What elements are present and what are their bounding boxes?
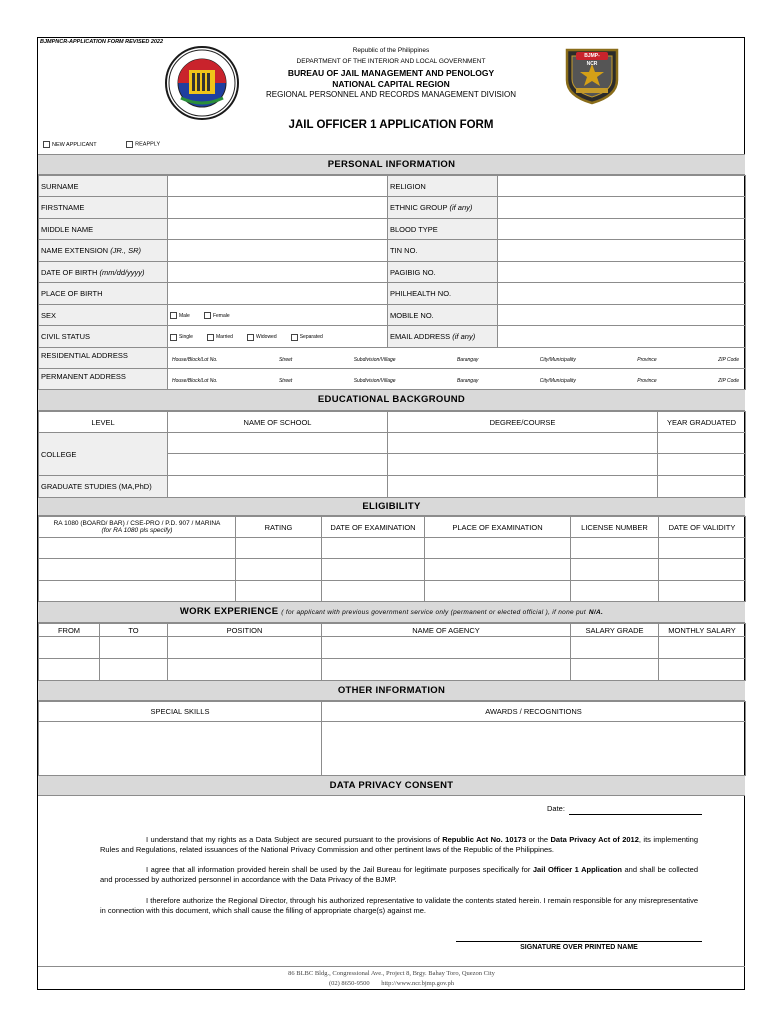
college-label: COLLEGE	[39, 433, 168, 476]
header-department: DEPARTMENT OF THE INTERIOR AND LOCAL GOVERNMENT	[296, 58, 486, 65]
work-header-from: FROM	[39, 624, 100, 637]
reapply-checkbox[interactable]	[126, 141, 133, 148]
separated-label: Separated	[299, 334, 323, 341]
work-header-salary-grade: SALARY GRADE	[571, 624, 659, 637]
header-republic: Republic of the Philippines	[352, 47, 430, 54]
right-logo-text: BJMP-NCR	[584, 53, 600, 67]
section-personal-information: PERSONAL INFORMATION	[38, 154, 745, 175]
consent-p1-b: Republic Act No. 10173	[442, 835, 527, 844]
footer-address: 86 BLBC Bldg., Congressional Ave., Project 8, Brgy. Bahay Toro, Quezon City	[288, 970, 495, 977]
residential-address-parts	[170, 357, 743, 363]
tin-label: TIN NO.	[388, 240, 498, 262]
consent-p1-e: , its implementing Rules and Regulations, related issuances of the National Privacy Commission and other pertinent laws of the Republic of the Philippines.	[100, 835, 699, 855]
middle-name-label: MIDDLE NAME	[39, 219, 168, 240]
work-header-position: POSITION	[168, 624, 322, 637]
education-header-year: YEAR GRADUATED	[658, 412, 746, 433]
eligibility-header-type	[39, 517, 236, 538]
eligibility-cell[interactable]	[425, 559, 571, 581]
consent-p1-c: or the	[526, 835, 551, 844]
address-part: City/Municipality	[539, 378, 576, 384]
date-field[interactable]	[569, 804, 702, 815]
date-label: Date:	[547, 804, 565, 813]
section-eligibility: ELIGIBILITY	[38, 497, 745, 516]
surname-label: SURNAME	[39, 176, 168, 197]
header-bureau: BUREAU OF JAIL MANAGEMENT AND PENOLOGY	[287, 68, 495, 78]
graduate-degree-field[interactable]	[388, 476, 658, 498]
eligibility-cell[interactable]	[571, 581, 659, 602]
address-part: Province	[637, 378, 657, 384]
date-of-birth-text: DATE OF BIRTH	[41, 267, 98, 277]
philhealth-field[interactable]	[498, 283, 746, 305]
application-form	[37, 37, 745, 990]
email-field[interactable]	[498, 326, 746, 348]
education-header-school: NAME OF SCHOOL	[168, 412, 388, 433]
work-cell[interactable]	[39, 659, 100, 681]
work-cell[interactable]	[322, 659, 571, 681]
section-other-information: OTHER INFORMATION	[38, 680, 745, 701]
blood-type-label: BLOOD TYPE	[388, 219, 498, 240]
eligibility-cell[interactable]	[39, 538, 236, 559]
ethnic-group-text: ETHNIC GROUP	[390, 203, 448, 212]
footer-divider	[38, 966, 745, 967]
date-of-birth-label	[39, 262, 168, 283]
eligibility-cell[interactable]	[236, 581, 322, 602]
mobile-field[interactable]	[498, 305, 746, 326]
male-label: Male	[179, 312, 190, 319]
other-information-table	[38, 701, 746, 776]
work-cell[interactable]	[659, 659, 746, 681]
eligibility-cell[interactable]	[425, 538, 571, 559]
header-region: NATIONAL CAPITAL REGION	[332, 79, 450, 89]
eligibility-cell[interactable]	[659, 559, 746, 581]
work-cell[interactable]	[39, 637, 100, 659]
address-part: Barangay	[456, 357, 479, 363]
eligibility-cell[interactable]	[236, 559, 322, 581]
name-extension-label	[39, 240, 168, 262]
sex-options	[168, 305, 388, 326]
address-part: Street	[278, 378, 293, 384]
work-cell[interactable]	[168, 659, 322, 681]
name-extension-field[interactable]	[168, 240, 388, 262]
address-part: Province	[637, 357, 657, 363]
college-degree-field[interactable]	[388, 433, 658, 454]
work-cell[interactable]	[322, 637, 571, 659]
religion-field[interactable]	[498, 176, 746, 197]
privacy-consent-text	[100, 835, 698, 916]
section-educational-background: EDUCATIONAL BACKGROUND	[38, 389, 745, 411]
work-cell[interactable]	[571, 637, 659, 659]
eligibility-cell[interactable]	[659, 581, 746, 602]
work-cell[interactable]	[100, 637, 168, 659]
consent-paragraph-3: I therefore authorize the Regional Director, through his authorized representative to validate the contents stated herein. I remain responsible for any misrepresentative in connection with this document, which shall cause the filling of appropriate charge(s) against me.	[100, 895, 698, 915]
address-part: Street	[278, 357, 293, 363]
name-extension-hint: (JR., SR)	[110, 246, 142, 255]
place-of-birth-field[interactable]	[168, 283, 388, 305]
graduate-school-field[interactable]	[168, 476, 388, 498]
consent-paragraph-2	[100, 865, 698, 885]
philhealth-label: PHILHEALTH NO.	[388, 283, 498, 305]
married-label: Married	[216, 334, 233, 341]
work-header-to: TO	[100, 624, 168, 637]
address-part: House/Block/Lot No.	[172, 378, 218, 384]
eligibility-cell[interactable]	[39, 559, 236, 581]
consent-p1-a: I understand that my rights as a Data Subject are secured pursuant to the provisions of	[146, 835, 443, 844]
work-cell[interactable]	[100, 659, 168, 681]
college-school-field[interactable]	[168, 433, 388, 454]
residential-address-label: RESIDENTIAL ADDRESS	[39, 348, 168, 369]
work-header-agency: NAME OF AGENCY	[322, 624, 571, 637]
signature-label: SIGNATURE OVER PRINTED NAME	[520, 944, 638, 951]
section-work-experience	[38, 601, 745, 623]
new-applicant-checkbox[interactable]	[43, 141, 50, 148]
footer-phone: (02) 8650-9500	[328, 980, 370, 987]
eligibility-cell[interactable]	[322, 559, 425, 581]
civil-status-label: CIVIL STATUS	[39, 326, 168, 348]
address-part: Subdivision/Village	[353, 357, 396, 363]
footer-url[interactable]: http://www.ncr.bjmp.gov.ph	[381, 980, 455, 987]
awards-field[interactable]	[322, 722, 746, 776]
address-part: Barangay	[456, 378, 479, 384]
graduate-studies-label: GRADUATE STUDIES (MA,PhD)	[39, 476, 168, 498]
eligibility-cell[interactable]	[236, 538, 322, 559]
female-checkbox[interactable]	[204, 312, 211, 319]
widowed-label: Widowed	[256, 334, 277, 341]
firstname-field[interactable]	[168, 197, 388, 219]
residential-address-field[interactable]	[168, 348, 746, 369]
blood-type-field[interactable]	[498, 219, 746, 240]
work-cell[interactable]	[659, 637, 746, 659]
work-header-monthly-salary: MONTHLY SALARY	[659, 624, 746, 637]
eligibility-header-validity: DATE OF VALIDITY	[659, 517, 746, 538]
eligibility-table	[38, 516, 746, 602]
work-experience-table	[38, 623, 746, 681]
consent-p2-a: I agree that all information provided herein shall be used by the Jail Bureau for legitimate purposes specifically for	[146, 865, 533, 875]
tin-field[interactable]	[498, 240, 746, 262]
ethnic-group-label	[388, 197, 498, 219]
eligibility-header-place-exam: PLACE OF EXAMINATION	[425, 517, 571, 538]
surname-field[interactable]	[168, 176, 388, 197]
eligibility-header-license: LICENSE NUMBER	[571, 517, 659, 538]
pagibig-label: PAGIBIG NO.	[388, 262, 498, 283]
footer-contact	[38, 980, 745, 987]
religion-label: RELIGION	[388, 176, 498, 197]
form-code: BJMPNCR-APPLICATION FORM REVISED 2022	[40, 39, 164, 45]
date-of-birth-hint: (mm/dd/yyyy)	[99, 267, 145, 277]
email-text: EMAIL ADDRESS	[390, 332, 451, 341]
name-extension-text: NAME EXTENSION	[41, 246, 109, 255]
special-skills-field[interactable]	[39, 722, 322, 776]
address-part: City/Municipality	[539, 357, 576, 363]
college-school-field[interactable]	[168, 454, 388, 476]
section-data-privacy-consent: DATA PRIVACY CONSENT	[38, 775, 745, 796]
place-of-birth-label: PLACE OF BIRTH	[39, 283, 168, 305]
separated-checkbox[interactable]	[291, 334, 298, 341]
email-hint: (if any)	[452, 332, 476, 341]
eligibility-type-line1: RA 1080 (BOARD/ BAR) / CSE-PRO / P.D. 907 / MARINA	[53, 519, 221, 527]
work-cell[interactable]	[571, 659, 659, 681]
consent-paragraph-1	[100, 835, 698, 855]
college-degree-field[interactable]	[388, 454, 658, 476]
eligibility-header-rating: RATING	[236, 517, 322, 538]
work-experience-note: ( for applicant with previous government service only (permanent or elected official ), if none put	[281, 609, 586, 616]
permanent-address-field[interactable]	[168, 369, 746, 390]
eligibility-cell[interactable]	[322, 538, 425, 559]
eligibility-cell[interactable]	[659, 538, 746, 559]
ethnic-group-field[interactable]	[498, 197, 746, 219]
widowed-checkbox[interactable]	[247, 334, 254, 341]
awards-header: AWARDS / RECOGNITIONS	[322, 702, 746, 722]
sex-label: SEX	[39, 305, 168, 326]
signature-line[interactable]	[456, 941, 702, 942]
firstname-label: FIRSTNAME	[39, 197, 168, 219]
consent-p2-c: and shall be collected and processed by authorized personnel in accordance with the Data Privacy of the BJMP.	[100, 865, 698, 885]
college-year-field[interactable]	[658, 454, 746, 476]
address-part: Subdivision/Village	[353, 378, 396, 384]
address-part: House/Block/Lot No.	[172, 357, 218, 363]
permanent-address-label: PERMANENT ADDRESS	[39, 369, 168, 390]
address-part: ZIP Code	[718, 378, 739, 384]
consent-p2-b: Jail Officer 1 Application	[532, 865, 622, 875]
education-header-level: LEVEL	[39, 412, 168, 433]
date-of-birth-field[interactable]	[168, 262, 388, 283]
education-table	[38, 411, 746, 498]
work-experience-title: WORK EXPERIENCE	[179, 606, 279, 617]
personal-info-table	[38, 175, 746, 390]
eligibility-cell[interactable]	[571, 538, 659, 559]
reapply-label: REAPPLY	[135, 141, 161, 148]
eligibility-type-line2: (for RA 1080 pls specify)	[101, 527, 173, 534]
eligibility-cell[interactable]	[322, 581, 425, 602]
work-experience-na: N/A.	[588, 609, 604, 616]
civil-status-options	[168, 326, 388, 348]
work-cell[interactable]	[168, 637, 322, 659]
applicant-type	[43, 141, 160, 148]
header-division: REGIONAL PERSONNEL AND RECORDS MANAGEMENT DIVISION	[266, 90, 516, 99]
single-checkbox[interactable]	[170, 334, 177, 341]
middle-name-field[interactable]	[168, 219, 388, 240]
new-applicant-label: NEW APPLICANT	[52, 141, 97, 148]
single-label: Single	[179, 334, 193, 341]
education-header-degree: DEGREE/COURSE	[388, 412, 658, 433]
male-checkbox[interactable]	[170, 312, 177, 319]
graduate-year-field[interactable]	[658, 476, 746, 498]
consent-p1-d: Data Privacy Act of 2012	[550, 835, 639, 844]
address-part: ZIP Code	[718, 357, 739, 363]
female-label: Female	[212, 312, 230, 319]
email-label	[388, 326, 498, 348]
page-title: JAIL OFFICER 1 APPLICATION FORM	[288, 119, 494, 131]
college-year-field[interactable]	[658, 433, 746, 454]
eligibility-header-date-exam: DATE OF EXAMINATION	[322, 517, 425, 538]
married-checkbox[interactable]	[207, 334, 214, 341]
permanent-address-parts	[170, 378, 743, 384]
ethnic-group-hint: (if any)	[449, 203, 473, 212]
mobile-label: MOBILE NO.	[388, 305, 498, 326]
eligibility-cell[interactable]	[425, 581, 571, 602]
eligibility-cell[interactable]	[571, 559, 659, 581]
eligibility-cell[interactable]	[39, 581, 236, 602]
pagibig-field[interactable]	[498, 262, 746, 283]
special-skills-header: SPECIAL SKILLS	[39, 702, 322, 722]
